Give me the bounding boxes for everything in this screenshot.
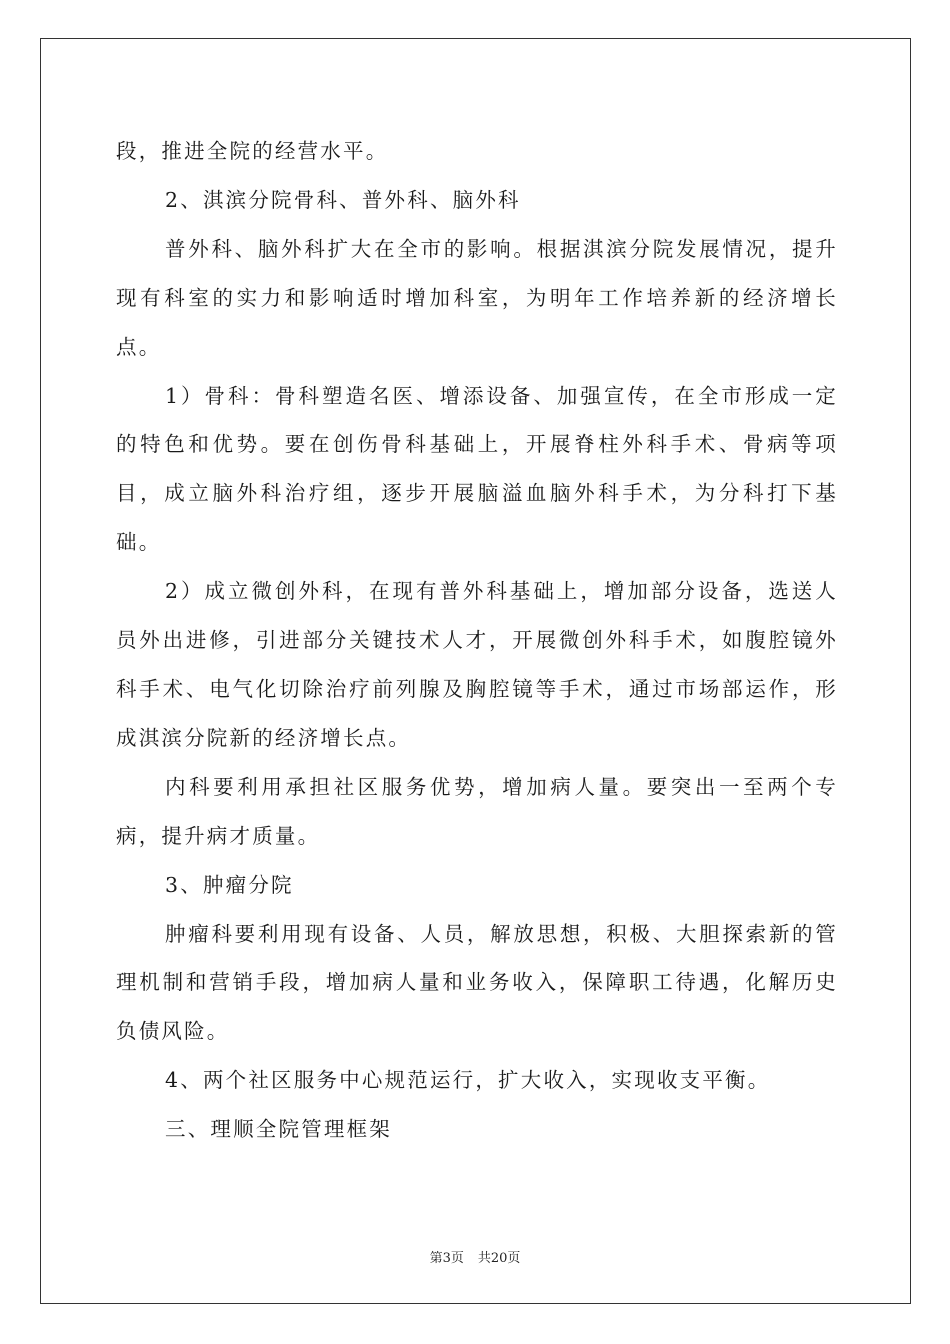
paragraph-1: 段，推进全院的经营水平。 bbox=[116, 139, 389, 163]
paragraph-9: 4、两个社区服务中心规范运行，扩大收入，实现收支平衡。 bbox=[165, 1068, 771, 1093]
paragraph-5: 2）成立微创外科，在现有普外科基础上，增加部分设备，选送人员外出进修，引进部分关键技术人才，开展微创外科手术，如腹腔镜外科手术、电气化切除治疗前列腺及胸腔镜等手术，通过市场部运作，形成淇滨分院新的经济增长点。 bbox=[116, 579, 838, 750]
page-footer bbox=[0, 1247, 950, 1266]
page-number: 第3页 bbox=[429, 1251, 464, 1266]
paragraph-3: 普外科、脑外科扩大在全市的影响。根据淇滨分院发展情况，提升现有科室的实力和影响适时增加科室，为明年工作培养新的经济增长点。 bbox=[116, 236, 838, 359]
paragraph-2: 2、淇滨分院骨科、普外科、脑外科 bbox=[165, 187, 521, 212]
paragraph-4: 1）骨科：骨科塑造名医、增添设备、加强宣传，在全市形成一定的特色和优势。要在创伤骨科基础上，开展脊柱外科手术、骨病等项目，成立脑外科治疗组，逐步开展脑溢血脑外科手术，为分科打下基础。 bbox=[116, 383, 838, 555]
paragraph-7: 3、肿瘤分院 bbox=[165, 872, 294, 897]
document-body bbox=[116, 127, 838, 1154]
page-total: 共20页 bbox=[477, 1251, 521, 1266]
paragraph-10: 三、理顺全院管理框架 bbox=[165, 1117, 392, 1142]
paragraph-6: 内科要利用承担社区服务优势，增加病人量。要突出一至两个专病，提升病才质量。 bbox=[116, 774, 838, 848]
paragraph-8: 肿瘤科要利用现有设备、人员，解放思想，积极、大胆探索新的管理机制和营销手段，增加病人量和业务收入，保障职工待遇，化解历史负债风险。 bbox=[116, 921, 838, 1044]
